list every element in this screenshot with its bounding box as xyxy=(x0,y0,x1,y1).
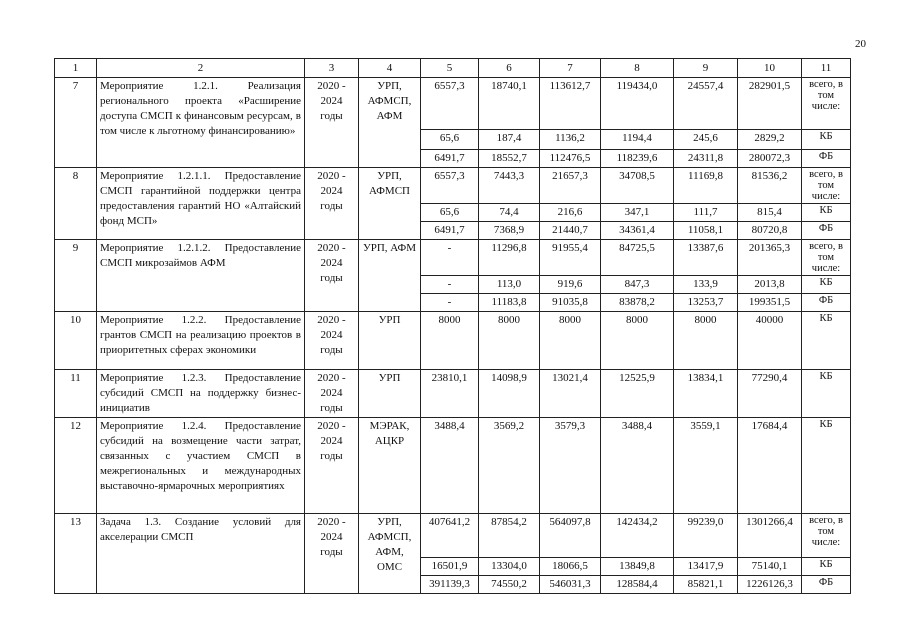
amount-cell: 11058,1 xyxy=(674,222,738,240)
amount-cell: 3579,3 xyxy=(540,418,601,514)
amount-cell: 7368,9 xyxy=(479,222,540,240)
period: 2020 - 2024 годы xyxy=(305,370,359,418)
header-cell: 8 xyxy=(601,59,674,78)
amount-cell: 13417,9 xyxy=(674,558,738,576)
amount-cell: 391139,3 xyxy=(421,576,479,594)
row-number: 10 xyxy=(55,312,97,370)
funding-source: КБ xyxy=(802,276,851,294)
amount-cell: 3488,4 xyxy=(421,418,479,514)
amount-cell: 815,4 xyxy=(738,204,802,222)
amount-cell: 13834,1 xyxy=(674,370,738,418)
executor: МЭРАК, АЦКР xyxy=(359,418,421,514)
executor: УРП, АФМ xyxy=(359,240,421,312)
row-number: 8 xyxy=(55,168,97,240)
amount-cell: 133,9 xyxy=(674,276,738,294)
amount-cell: 13849,8 xyxy=(601,558,674,576)
amount-cell: 8000 xyxy=(421,312,479,370)
table-row xyxy=(55,514,851,558)
header-cell: 3 xyxy=(305,59,359,78)
amount-cell: 546031,3 xyxy=(540,576,601,594)
period: 2020 - 2024 годы xyxy=(305,78,359,168)
amount-cell: 2829,2 xyxy=(738,130,802,150)
amount-cell: 6491,7 xyxy=(421,222,479,240)
amount-cell: 13253,7 xyxy=(674,294,738,312)
amount-cell: 21657,3 xyxy=(540,168,601,204)
row-number: 13 xyxy=(55,514,97,594)
row-number: 9 xyxy=(55,240,97,312)
amount-cell: - xyxy=(421,294,479,312)
amount-cell: 65,6 xyxy=(421,130,479,150)
amount-cell: 8000 xyxy=(479,312,540,370)
amount-cell: 18066,5 xyxy=(540,558,601,576)
amount-cell: 142434,2 xyxy=(601,514,674,558)
table-row xyxy=(55,312,851,370)
amount-cell: 21440,7 xyxy=(540,222,601,240)
amount-cell: 7443,3 xyxy=(479,168,540,204)
amount-cell: 847,3 xyxy=(601,276,674,294)
measure-name: Мероприятие 1.2.1. Реализация регионального проекта «Расширение доступа СМСП к финансовым ресурсам, в том числе к льготному финансированию» xyxy=(97,78,305,168)
amount-cell: 1226126,3 xyxy=(738,576,802,594)
measure-name: Мероприятие 1.2.2. Предоставление грантов СМСП на реализацию проектов в приоритетных сферах экономики xyxy=(97,312,305,370)
amount-cell: 245,6 xyxy=(674,130,738,150)
page-number: 20 xyxy=(855,38,866,50)
amount-cell: 11296,8 xyxy=(479,240,540,276)
amount-cell: 17684,4 xyxy=(738,418,802,514)
amount-cell: 34361,4 xyxy=(601,222,674,240)
amount-cell: 13387,6 xyxy=(674,240,738,276)
amount-cell: 65,6 xyxy=(421,204,479,222)
amount-cell: 119434,0 xyxy=(601,78,674,130)
amount-cell: 13304,0 xyxy=(479,558,540,576)
amount-cell: 74550,2 xyxy=(479,576,540,594)
amount-cell: 11183,8 xyxy=(479,294,540,312)
header-cell: 1 xyxy=(55,59,97,78)
header-cell: 4 xyxy=(359,59,421,78)
amount-cell: 8000 xyxy=(540,312,601,370)
table-row xyxy=(55,418,851,514)
amount-cell: 77290,4 xyxy=(738,370,802,418)
measure-name: Задача 1.3. Создание условий для акселерации СМСП xyxy=(97,514,305,594)
funding-source: КБ xyxy=(802,558,851,576)
executor: УРП xyxy=(359,312,421,370)
header-cell: 5 xyxy=(421,59,479,78)
table-row xyxy=(55,370,851,418)
amount-cell: 83878,2 xyxy=(601,294,674,312)
executor: УРП, АФМСП, АФМ xyxy=(359,78,421,168)
measure-name: Мероприятие 1.2.3. Предоставление субсидий СМСП на поддержку бизнес-инициатив xyxy=(97,370,305,418)
amount-cell: 187,4 xyxy=(479,130,540,150)
amount-cell: 40000 xyxy=(738,312,802,370)
measure-name: Мероприятие 1.2.4. Предоставление субсидий на возмещение части затрат, связанных с участием СМСП в межрегиональных и международных выставочно-ярмарочных мероприятиях xyxy=(97,418,305,514)
period: 2020 - 2024 годы xyxy=(305,418,359,514)
amount-cell: 3559,1 xyxy=(674,418,738,514)
header-cell: 2 xyxy=(97,59,305,78)
amount-cell: 81536,2 xyxy=(738,168,802,204)
amount-cell: 3488,4 xyxy=(601,418,674,514)
amount-cell: 80720,8 xyxy=(738,222,802,240)
amount-cell: 11169,8 xyxy=(674,168,738,204)
executor: УРП, АФМСП, АФМ, ОМС xyxy=(359,514,421,594)
amount-cell: 84725,5 xyxy=(601,240,674,276)
amount-cell: 280072,3 xyxy=(738,150,802,168)
amount-cell: 99239,0 xyxy=(674,514,738,558)
amount-cell: 91035,8 xyxy=(540,294,601,312)
funding-source: КБ xyxy=(802,204,851,222)
funding-source: всего, в том числе: xyxy=(802,514,851,558)
amount-cell: 6557,3 xyxy=(421,168,479,204)
amount-cell: 2013,8 xyxy=(738,276,802,294)
period: 2020 - 2024 годы xyxy=(305,240,359,312)
table-row xyxy=(55,78,851,130)
amount-cell: 111,7 xyxy=(674,204,738,222)
period: 2020 - 2024 годы xyxy=(305,514,359,594)
amount-cell: 3569,2 xyxy=(479,418,540,514)
header-cell: 7 xyxy=(540,59,601,78)
funding-source: всего, в том числе: xyxy=(802,240,851,276)
period: 2020 - 2024 годы xyxy=(305,168,359,240)
amount-cell: - xyxy=(421,240,479,276)
funding-source: КБ xyxy=(802,370,851,418)
funding-source: всего, в том числе: xyxy=(802,78,851,130)
amount-cell: 14098,9 xyxy=(479,370,540,418)
executor: УРП, АФМСП xyxy=(359,168,421,240)
amount-cell: 113,0 xyxy=(479,276,540,294)
budget-table xyxy=(54,58,851,594)
amount-cell: 13021,4 xyxy=(540,370,601,418)
executor: УРП xyxy=(359,370,421,418)
row-number: 12 xyxy=(55,418,97,514)
amount-cell: 16501,9 xyxy=(421,558,479,576)
amount-cell: 6557,3 xyxy=(421,78,479,130)
funding-source: КБ xyxy=(802,130,851,150)
amount-cell: 1194,4 xyxy=(601,130,674,150)
amount-cell: 282901,5 xyxy=(738,78,802,130)
amount-cell: 91955,4 xyxy=(540,240,601,276)
amount-cell: 8000 xyxy=(601,312,674,370)
amount-cell: 24311,8 xyxy=(674,150,738,168)
amount-cell: 199351,5 xyxy=(738,294,802,312)
amount-cell: 1136,2 xyxy=(540,130,601,150)
amount-cell: 1301266,4 xyxy=(738,514,802,558)
row-number: 7 xyxy=(55,78,97,168)
amount-cell: 118239,6 xyxy=(601,150,674,168)
table-row xyxy=(55,240,851,276)
amount-cell: 87854,2 xyxy=(479,514,540,558)
header-cell: 9 xyxy=(674,59,738,78)
amount-cell: 23810,1 xyxy=(421,370,479,418)
table-row xyxy=(55,168,851,204)
amount-cell: 24557,4 xyxy=(674,78,738,130)
funding-source: всего, в том числе: xyxy=(802,168,851,204)
funding-source: ФБ xyxy=(802,576,851,594)
period: 2020 - 2024 годы xyxy=(305,312,359,370)
amount-cell: 8000 xyxy=(674,312,738,370)
amount-cell: 112476,5 xyxy=(540,150,601,168)
header-cell: 11 xyxy=(802,59,851,78)
header-row xyxy=(55,59,851,78)
header-cell: 6 xyxy=(479,59,540,78)
header-cell: 10 xyxy=(738,59,802,78)
row-number: 11 xyxy=(55,370,97,418)
amount-cell: 74,4 xyxy=(479,204,540,222)
funding-source: ФБ xyxy=(802,150,851,168)
amount-cell: 18740,1 xyxy=(479,78,540,130)
measure-name: Мероприятие 1.2.1.2. Предоставление СМСП микрозаймов АФМ xyxy=(97,240,305,312)
amount-cell: 564097,8 xyxy=(540,514,601,558)
funding-source: ФБ xyxy=(802,222,851,240)
amount-cell: 347,1 xyxy=(601,204,674,222)
funding-source: ФБ xyxy=(802,294,851,312)
amount-cell: - xyxy=(421,276,479,294)
funding-source: КБ xyxy=(802,418,851,514)
measure-name: Мероприятие 1.2.1.1. Предоставление СМСП гарантийной поддержки центра предоставления гарантий НО «Алтайский фонд МСП» xyxy=(97,168,305,240)
amount-cell: 75140,1 xyxy=(738,558,802,576)
amount-cell: 128584,4 xyxy=(601,576,674,594)
amount-cell: 113612,7 xyxy=(540,78,601,130)
amount-cell: 919,6 xyxy=(540,276,601,294)
amount-cell: 201365,3 xyxy=(738,240,802,276)
amount-cell: 18552,7 xyxy=(479,150,540,168)
amount-cell: 34708,5 xyxy=(601,168,674,204)
amount-cell: 407641,2 xyxy=(421,514,479,558)
amount-cell: 6491,7 xyxy=(421,150,479,168)
funding-source: КБ xyxy=(802,312,851,370)
amount-cell: 85821,1 xyxy=(674,576,738,594)
amount-cell: 216,6 xyxy=(540,204,601,222)
amount-cell: 12525,9 xyxy=(601,370,674,418)
